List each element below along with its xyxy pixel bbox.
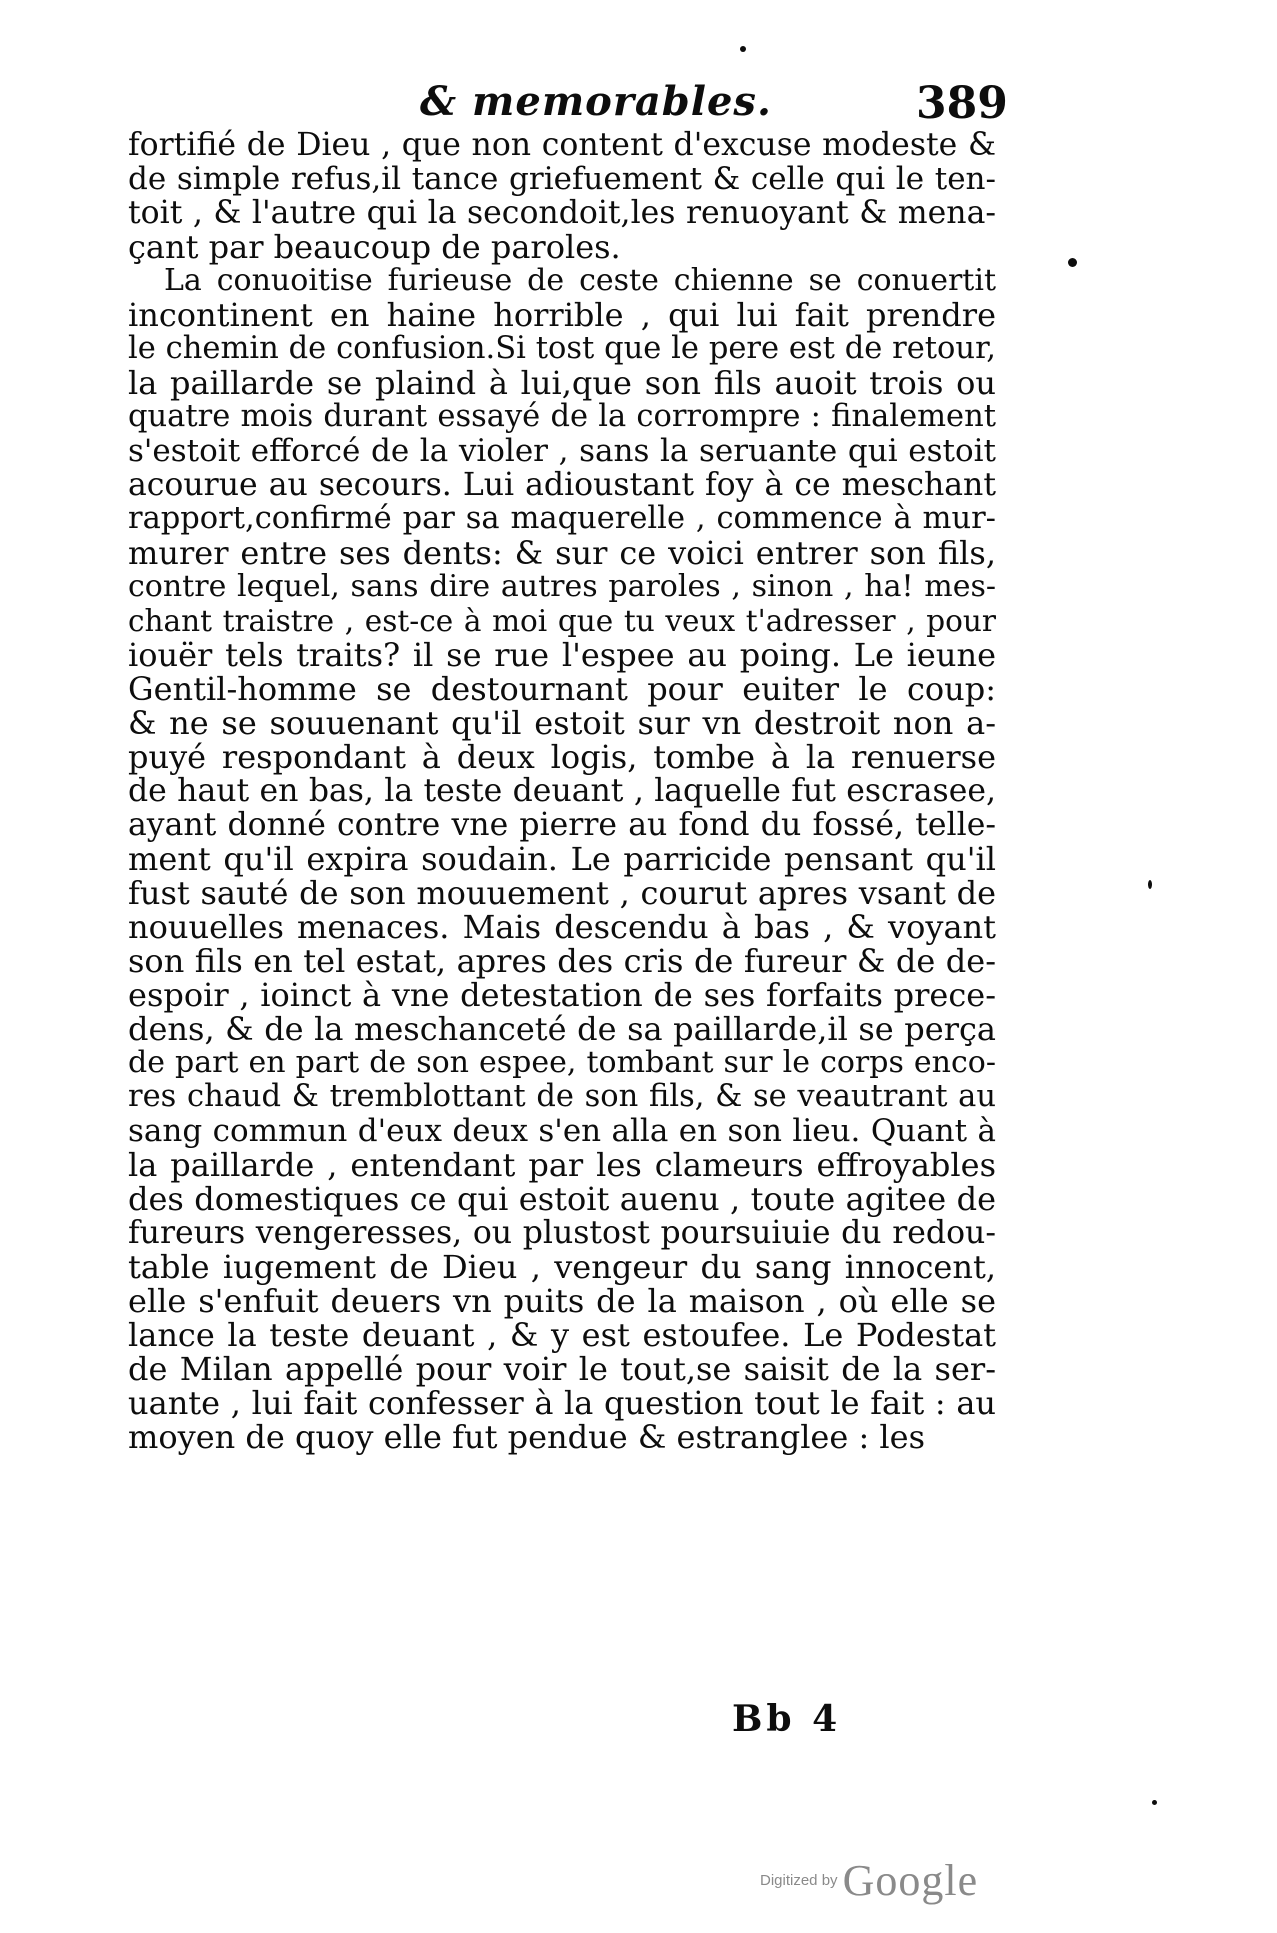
margin-speck — [1068, 258, 1077, 267]
text-line: de simple refus,il tance griefuement & celle qui le ten- — [128, 161, 996, 197]
running-title: & memorables. — [420, 78, 772, 125]
text-line: Gentil-homme se destournant pour euiter le coup: — [128, 670, 996, 708]
text-line: de haut en bas, la teste deuant , laquelle fut escrasee, — [128, 773, 996, 809]
text-line: le chemin de confusion.Si tost que le pere est de retour, — [128, 331, 996, 366]
text-line: incontinent en haine horrible , qui lui fait prendre — [128, 296, 996, 334]
digitized-watermark — [760, 1855, 978, 1906]
text-line: la paillarde , entendant par les clameurs effroyables — [128, 1146, 996, 1184]
text-line: toit , & l'autre qui la secondoit,les renuoyant & mena- — [128, 195, 996, 231]
margin-speck — [1148, 880, 1152, 889]
text-line: son fils en tel estat, apres des cris de fureur & de de- — [128, 942, 996, 980]
text-line: fortifié de Dieu , que non content d'excuse modeste & — [128, 127, 996, 163]
text-line: puyé respondant à deux logis, tombe à la renuerse — [128, 738, 996, 776]
text-line: s'estoit efforcé de la violer , sans la seruante qui estoit — [128, 433, 996, 469]
text-line: fureurs vengeresses, ou plustost poursuiuie du redou- — [128, 1215, 996, 1251]
text-line: çant par beaucoup de paroles. — [128, 228, 621, 266]
text-line: res chaud & tremblottant de son fils, & se veautrant au — [128, 1079, 996, 1114]
body-text — [128, 128, 996, 1454]
watermark-prefix: Digitized by — [760, 1872, 838, 1889]
text-line: uante , lui fait confesser à la question tout le fait : au — [128, 1384, 996, 1422]
text-line: contre lequel, sans dire autres paroles , sinon , ha! mes- — [128, 569, 996, 604]
text-line: de part en part de son espee, tombant sur le corps enco- — [128, 1045, 996, 1080]
signature-mark: Bb 4 — [732, 1698, 842, 1740]
margin-speck — [1152, 1800, 1157, 1805]
text-line: chant traistre , est-ce à moi que tu veux t'adresser , pour — [128, 604, 996, 638]
text-line: rapport,confirmé par sa maquerelle , commence à mur- — [128, 501, 996, 536]
google-logo: Google — [842, 1856, 979, 1905]
text-line: acourue au secours. Lui adioustant foy à ce meschant — [128, 467, 996, 503]
text-line: de Milan appellé pour voir le tout,se saisit de la ser- — [128, 1350, 996, 1388]
text-line: des domestiques ce qui estoit auenu , toute agitee de — [128, 1180, 996, 1218]
text-line: lance la teste deuant , & y est estoufee. Le Podestat — [128, 1316, 996, 1354]
text-line: dens, & de la meschanceté de sa paillarde,il se perça — [128, 1010, 996, 1048]
margin-speck — [740, 46, 746, 52]
text-line: La conuoitise furieuse de ceste chienne se conuertit — [164, 263, 996, 298]
text-line: ment qu'il expira soudain. Le parricide pensant qu'il — [128, 840, 996, 878]
text-line: fust sauté de son mouuement , courut apres vsant de — [128, 874, 996, 912]
text-line: la paillarde se plaind à lui,que son fils auoit trois ou — [128, 364, 996, 402]
text-line: sang commun d'eux deux s'en alla en son lieu. Quant à — [128, 1113, 996, 1149]
page-number: 389 — [916, 78, 1008, 129]
text-line: quatre mois durant essayé de la corrompre : finalement — [128, 399, 996, 434]
text-line: moyen de quoy elle fut pendue & estranglee : les — [128, 1418, 926, 1456]
text-line: murer entre ses dents: & sur ce voici entrer son fils, — [128, 534, 996, 572]
text-line: nouuelles menaces. Mais descendu à bas , & voyant — [128, 908, 996, 946]
text-line: & ne se souuenant qu'il estoit sur vn destroit non a- — [128, 704, 996, 742]
text-line: ayant donné contre vne pierre au fond du fossé, telle- — [128, 807, 996, 843]
text-line: elle s'enfuit deuers vn puits de la maison , où elle se — [128, 1282, 996, 1320]
text-line: iouër tels traits? il se rue l'espee au poing. Le ieune — [128, 636, 996, 674]
text-line: espoir , ioinct à vne detestation de ses forfaits prece- — [128, 976, 996, 1014]
text-line: table iugement de Dieu , vengeur du sang innocent, — [128, 1248, 996, 1286]
